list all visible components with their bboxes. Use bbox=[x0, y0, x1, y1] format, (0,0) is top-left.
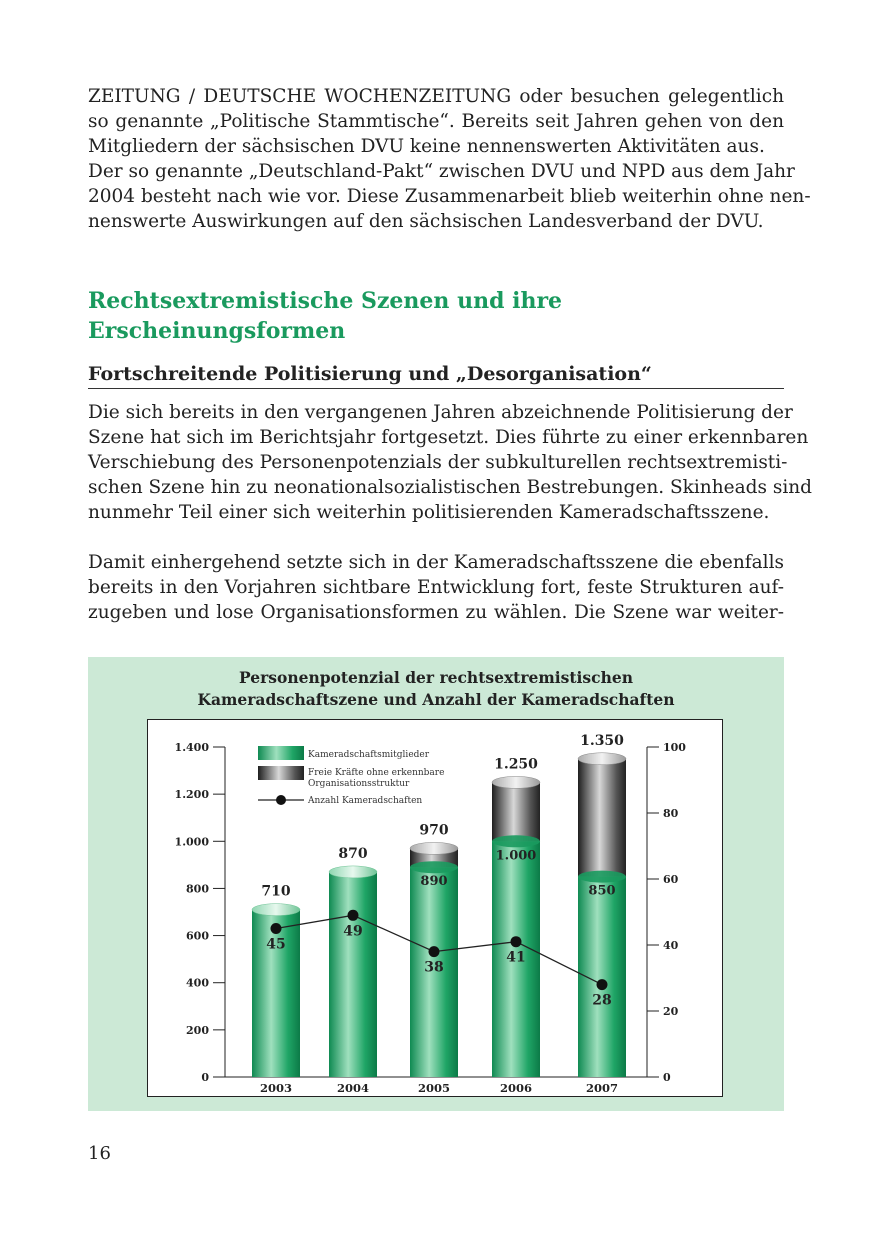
legend-label: Kameradschaftsmitglieder bbox=[308, 750, 430, 760]
x-tick-label: 2006 bbox=[499, 1081, 533, 1095]
text-line: nunmehr Teil einer sich weiterhin politisierenden Kameradschaftsszene. bbox=[88, 502, 770, 523]
text-line: Mitgliedern der sächsischen DVU keine nennenswerten Aktivitäten aus. bbox=[88, 136, 765, 157]
line-point bbox=[511, 936, 522, 947]
text-line: 2004 besteht nach wie vor. Diese Zusammenarbeit blieb weiterhin ohne nen- bbox=[88, 186, 811, 207]
legend-label: Organisationsstruktur bbox=[308, 779, 410, 789]
bar-top-cap bbox=[329, 866, 377, 878]
page-number: 16 bbox=[88, 1143, 111, 1164]
text-line: ZEITUNG / DEUTSCHE WOCHENZEITUNG oder besuchen gelegentlich bbox=[88, 86, 784, 107]
paragraph-desorganisation bbox=[88, 550, 784, 625]
x-tick-label: 2005 bbox=[417, 1081, 451, 1095]
left-tick-label: 600 bbox=[186, 929, 209, 943]
line-point bbox=[597, 979, 608, 990]
x-tick-label: 2003 bbox=[259, 1081, 293, 1095]
bar-members-label: 890 bbox=[420, 874, 448, 890]
section-heading-line: Erscheinungsformen bbox=[88, 318, 346, 344]
left-tick-label: 400 bbox=[186, 976, 209, 990]
bar-top-cap bbox=[492, 776, 540, 788]
chart-panel bbox=[88, 657, 784, 1111]
bar-total-label: 870 bbox=[338, 845, 368, 862]
bar-total-label: 970 bbox=[419, 822, 449, 839]
bar-members-label: 850 bbox=[588, 883, 616, 899]
chart-title-line: Kameradschaftszene und Anzahl der Kameradschaften bbox=[197, 690, 675, 709]
text-line: schen Szene hin zu neonationalsozialistischen Bestrebungen. Skinheads sind bbox=[88, 477, 813, 498]
line-point-label: 38 bbox=[424, 959, 444, 976]
bar-members-label: 1.000 bbox=[495, 848, 537, 864]
paragraph-politisierung bbox=[88, 400, 813, 525]
bar-segment-boundary bbox=[578, 871, 626, 883]
chart-title-line: Personenpotenzial der rechtsextremistischen bbox=[238, 668, 634, 687]
left-tick-label: 1.200 bbox=[174, 788, 209, 802]
paragraph-dvu bbox=[88, 84, 811, 234]
line-point-label: 45 bbox=[266, 936, 286, 953]
bar-segment-boundary bbox=[492, 835, 540, 847]
legend-label: Anzahl Kameradschaften bbox=[308, 796, 423, 806]
line-point bbox=[429, 946, 440, 957]
left-tick-label: 1.000 bbox=[174, 835, 209, 849]
bar-total-label: 710 bbox=[261, 883, 291, 900]
text-line: Damit einhergehend setzte sich in der Kameradschaftsszene die ebenfalls bbox=[88, 552, 784, 573]
text-line: Verschiebung des Personenpotenzials der subkulturellen rechtsextremisti- bbox=[88, 452, 788, 473]
bar-total-label: 1.350 bbox=[580, 732, 624, 749]
legend-swatch-members bbox=[258, 746, 304, 760]
x-tick-label: 2004 bbox=[336, 1081, 370, 1095]
bar-top-cap bbox=[410, 842, 458, 854]
section-heading-line: Rechtsextremistische Szenen und ihre bbox=[88, 288, 563, 314]
right-tick-label: 40 bbox=[663, 939, 679, 952]
bar-top-cap bbox=[252, 904, 300, 916]
bar-free-forces bbox=[492, 782, 540, 841]
line-point bbox=[348, 910, 359, 921]
line-point-label: 49 bbox=[343, 923, 363, 940]
text-line: nenswerte Auswirkungen auf den sächsischen Landesverband der DVU. bbox=[88, 211, 764, 232]
legend-swatch-point bbox=[276, 795, 286, 805]
bar-members bbox=[252, 910, 300, 1077]
line-point-label: 41 bbox=[506, 949, 526, 966]
left-tick-label: 1.400 bbox=[174, 741, 209, 754]
line-point bbox=[271, 923, 282, 934]
right-tick-label: 0 bbox=[663, 1071, 671, 1084]
subsection-heading: Fortschreitende Politisierung und „Desorganisation“ bbox=[88, 362, 784, 389]
text-line: zugeben und lose Organisationsformen zu wählen. Die Szene war weiter- bbox=[88, 602, 784, 623]
bar-members bbox=[329, 872, 377, 1077]
text-line: Der so genannte „Deutschland-Pakt“ zwischen DVU und NPD aus dem Jahr bbox=[88, 161, 795, 182]
text-line: so genannte „Politische Stammtische“. Bereits seit Jahren gehen von den bbox=[88, 111, 784, 132]
text-line: Szene hat sich im Berichtsjahr fortgesetzt. Dies führte zu einer erkennbaren bbox=[88, 427, 809, 448]
text-line: bereits in den Vorjahren sichtbare Entwicklung fort, feste Strukturen auf- bbox=[88, 577, 784, 598]
bar-total-label: 1.250 bbox=[494, 756, 538, 773]
right-tick-label: 60 bbox=[663, 873, 679, 886]
left-tick-label: 0 bbox=[201, 1071, 209, 1084]
legend-label: Freie Kräfte ohne erkennbare bbox=[308, 768, 445, 778]
bar-segment-boundary bbox=[410, 861, 458, 873]
left-tick-label: 800 bbox=[186, 882, 209, 896]
chart-svg bbox=[88, 657, 784, 1111]
bar-top-cap bbox=[578, 753, 626, 765]
x-tick-label: 2007 bbox=[585, 1081, 619, 1095]
right-tick-label: 20 bbox=[663, 1005, 679, 1018]
left-tick-label: 200 bbox=[186, 1023, 209, 1037]
section-heading bbox=[88, 286, 788, 346]
right-tick-label: 100 bbox=[663, 741, 686, 754]
right-tick-label: 80 bbox=[663, 807, 679, 820]
line-point-label: 28 bbox=[592, 992, 612, 1009]
legend-swatch-free-forces bbox=[258, 766, 304, 780]
bar-free-forces bbox=[578, 759, 626, 877]
text-line: Die sich bereits in den vergangenen Jahren abzeichnende Politisierung der bbox=[88, 402, 793, 423]
